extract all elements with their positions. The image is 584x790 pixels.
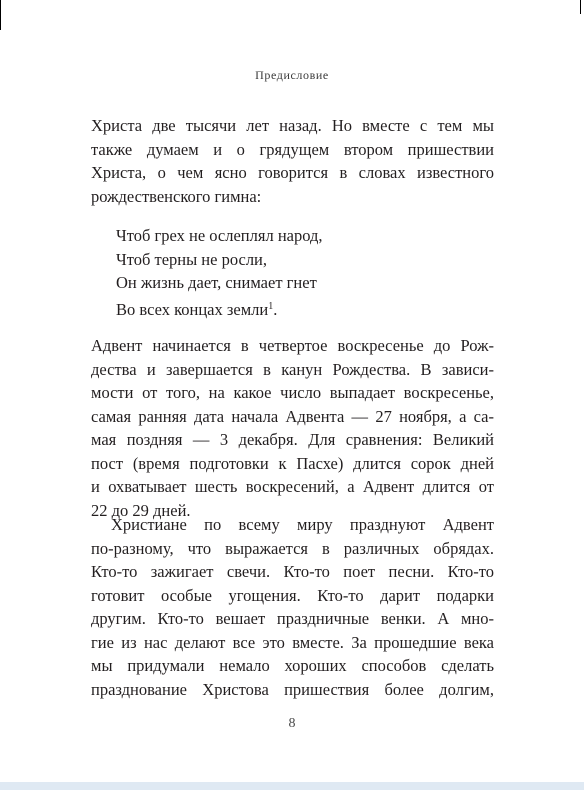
paragraph-1 bbox=[91, 114, 494, 208]
paragraph-line: также думаем и о грядущем втором пришествии bbox=[91, 139, 494, 159]
paragraph-line: гие из нас делают все это вместе. За прошедшие века bbox=[91, 632, 494, 652]
paragraph-line: и охватывает шесть воскресений, а Адвент длится от bbox=[91, 477, 494, 496]
bottom-band bbox=[0, 782, 584, 790]
hymn-verse bbox=[116, 224, 323, 321]
paragraph-line: празднование Христова пришествия более долгим, bbox=[91, 679, 494, 699]
paragraph-line: самая ранняя дата начала Адвента — 27 ноября, а са- bbox=[91, 406, 494, 426]
paragraph-3 bbox=[91, 513, 494, 701]
crop-mark-right bbox=[580, 0, 581, 14]
paragraph-line: мая поздняя — 3 декабря. Для сравнения: Великий bbox=[91, 430, 494, 449]
verse-line: Он жизнь дает, снимает гнет bbox=[116, 273, 317, 292]
paragraph-line: пост (время подготовки к Пасхе) длится сорок дней bbox=[91, 453, 494, 473]
paragraph-line: готовит особые угощения. Кто-то дарит подарки bbox=[91, 585, 494, 605]
page-number: 8 bbox=[288, 716, 296, 731]
paragraph-line: мости от того, на какое число выпадает воскресенье, bbox=[91, 383, 494, 402]
paragraph-line: Христиане по всему миру празднуют Адвент bbox=[111, 515, 494, 534]
paragraph-line: Адвент начинается в четвертое воскресенье до Рож- bbox=[91, 336, 494, 355]
verse-line-last: Во всех концах земли$^1$. bbox=[116, 299, 278, 319]
verse-line: Чтоб терны не росли, bbox=[116, 249, 268, 269]
paragraph-line: другим. Кто-то вешает праздничные венки. А мно- bbox=[91, 609, 494, 628]
paragraph-line: по-разному, что выражается в различных обрядах. bbox=[91, 538, 494, 558]
paragraph-line: Христа две тысячи лет назад. Но вместе с тем мы bbox=[91, 116, 494, 135]
paragraph-line: рождественского гимна: bbox=[91, 186, 262, 206]
footnote-marker[interactable]: 1 bbox=[268, 300, 274, 312]
verse-line-text: Во всех концах земли bbox=[116, 299, 269, 319]
paragraph-line: Кто-то зажигает свечи. Кто-то поет песни. Кто-то bbox=[91, 562, 494, 581]
paragraph-line: мы придумали немало хороших способов сделать bbox=[91, 656, 494, 675]
paragraph-line: 22 до 29 дней. bbox=[91, 500, 191, 520]
paragraph-line: дества и завершается в канун Рождества. В зависи- bbox=[91, 359, 494, 379]
running-head: Предисловие bbox=[255, 68, 329, 82]
crop-mark-left bbox=[0, 0, 1, 30]
paragraph-2 bbox=[91, 334, 494, 522]
verse-line: Чтоб грех не ослеплял народ, bbox=[116, 226, 323, 245]
paragraph-line: Христа, о чем ясно говорится в словах известного bbox=[91, 163, 494, 182]
